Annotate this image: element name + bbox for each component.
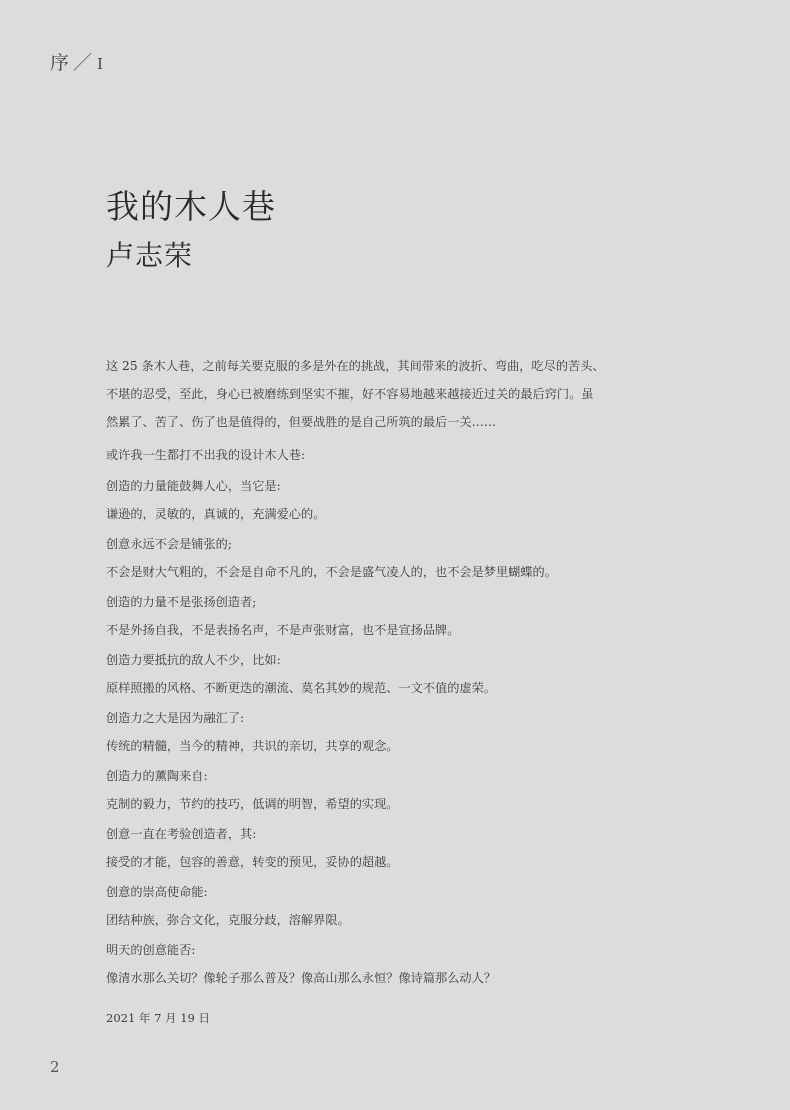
stanza xyxy=(106,588,626,644)
stanza-heading: 创意永远不会是铺张的; xyxy=(106,537,232,551)
stanza xyxy=(106,936,626,992)
lead-line: 或许我一生都打不出我的设计木人巷: xyxy=(106,448,306,462)
stanza-heading: 创造的力量不是张扬创造者; xyxy=(106,595,257,609)
author-name: 卢志荣 xyxy=(106,239,194,272)
section-label: 序 xyxy=(50,52,71,74)
page-number: 2 xyxy=(50,1058,60,1076)
section-header xyxy=(50,48,104,75)
stanza-content: 团结种族，弥合文化，克服分歧，溶解界限。 xyxy=(106,913,350,927)
stanza xyxy=(106,530,626,586)
intro-line: 不堪的忍受，至此，身心已被磨练到坚实不摧，好不容易地越来越接近过关的最后窍门。虽 xyxy=(106,387,594,401)
stanza-content: 原样照搬的风格、不断更迭的潮流、莫名其妙的规范、一文不值的虚荣。 xyxy=(106,681,496,695)
stanza-heading: 创造力之大是因为融汇了: xyxy=(106,711,245,725)
stanza xyxy=(106,472,626,528)
stanza-content: 谦逊的，灵敏的，真诚的，充满爱心的。 xyxy=(106,507,326,521)
stanza xyxy=(106,704,626,760)
stanza xyxy=(106,878,626,934)
intro-paragraph xyxy=(106,352,626,436)
preface-body xyxy=(106,352,626,992)
stanza-content: 接受的才能，包容的善意，转变的预见，妥协的超越。 xyxy=(106,855,399,869)
intro-line: 然累了、苦了、伤了也是值得的，但要战胜的是自己所筑的最后一关…… xyxy=(106,415,496,429)
stanza-heading: 明天的创意能否: xyxy=(106,943,196,957)
stanza-heading: 创造的力量能鼓舞人心，当它是: xyxy=(106,479,281,493)
stanza-heading: 创造力的薰陶来自: xyxy=(106,769,208,783)
intro-line: 这 25 条木人巷，之前每关要克服的多是外在的挑战，其间带来的波折、弯曲，吃尽的苦头、 xyxy=(106,359,605,373)
stanza xyxy=(106,646,626,702)
section-divider: ／ xyxy=(73,52,94,74)
page-title: 我的木人巷 xyxy=(106,187,276,226)
stanza-content: 像清水那么关切？像轮子那么普及？像高山那么永恒？像诗篇那么动人？ xyxy=(106,971,496,985)
stanza-content: 不是外扬自我，不是表扬名声，不是声张财富，也不是宣扬品牌。 xyxy=(106,623,460,637)
stanza-content: 克制的毅力，节约的技巧，低调的明智，希望的实现。 xyxy=(106,797,399,811)
date-line: 2021 年 7 月 19 日 xyxy=(106,1011,210,1025)
stanza-heading: 创意一直在考验创造者，其: xyxy=(106,827,257,841)
stanza xyxy=(106,762,626,818)
stanza-content: 传统的精髓，当今的精神，共识的亲切，共享的观念。 xyxy=(106,739,399,753)
stanza-heading: 创意的崇高使命能: xyxy=(106,885,208,899)
section-numeral: I xyxy=(97,55,104,73)
stanza-heading: 创造力要抵抗的敌人不少，比如: xyxy=(106,653,281,667)
stanza-content: 不会是财大气粗的，不会是自命不凡的，不会是盛气凌人的，也不会是梦里蝴蝶的。 xyxy=(106,565,557,579)
stanza xyxy=(106,820,626,876)
